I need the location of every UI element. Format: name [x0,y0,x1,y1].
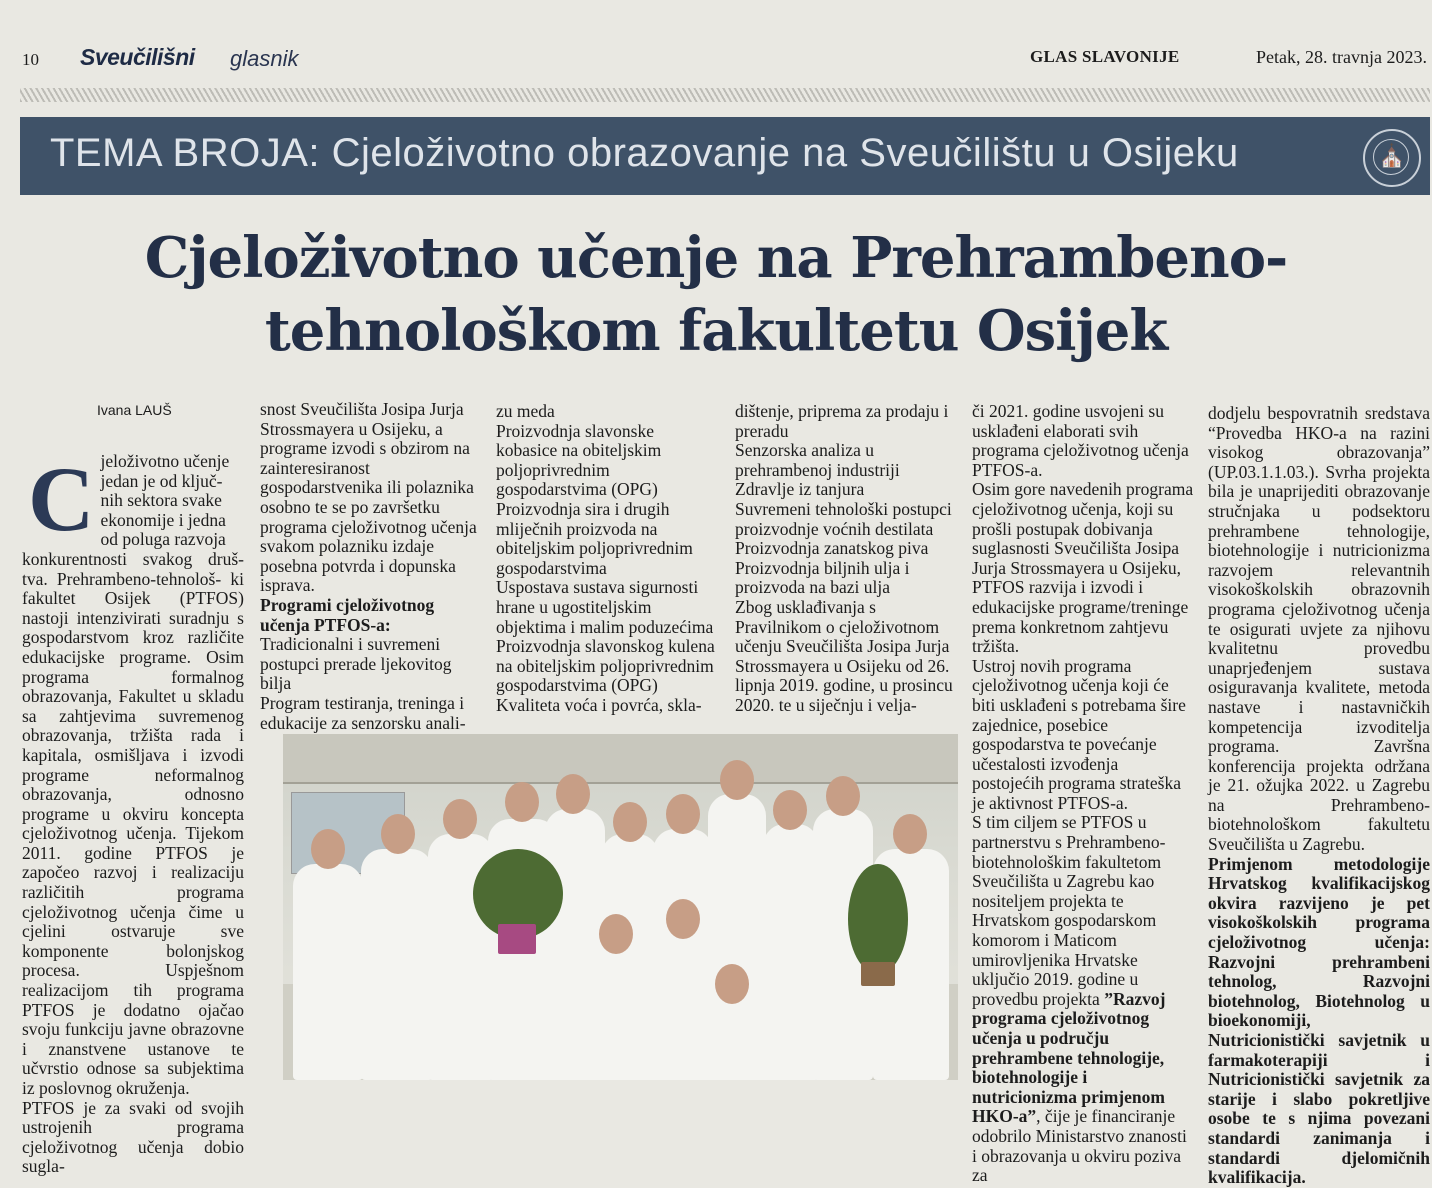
photo-person [293,864,363,1080]
photo-face [773,790,807,830]
photo-face [715,964,749,1004]
paragraph [972,813,1194,1185]
university-seal-icon: ⛪ [1363,129,1421,187]
photo-person [693,999,773,1080]
bold-paragraph: Primjenom metodologije Hrvatskog kvalifikacijskog okvira razvijeno je pet visokoškolskih programa cjeloživotnog učenja: Razvojni prehrambeni tehnolog, Razvojni biotehnolog, Biotehnolog u bioekonomiji, Nutricionistički savjetnik u farmakoterapiji i Nutricionistički savjetnik za starije i slabo pokretljive osobe te s njima povezani standardi zanimanja i standardi djelomičnih kvalifikacija. [1208,853,1430,1188]
paragraph: PTFOS je za svaki od svojih ustrojenih programa cjeloživotnog učenja dobio sugla- [22,1097,244,1177]
masthead-title: Sveučilišni [80,44,195,70]
article-column-6 [1208,404,1430,1188]
program-item: Proizvodnja zanatskog piva [735,538,929,559]
photo-face [613,802,647,842]
program-item: Proizvodnja biljnih ulja i proizvoda na bazi ulja [735,557,910,598]
drop-cap: C [28,448,95,550]
intro-line: ekonomije i jedna [100,509,226,530]
group-photo [283,734,958,1080]
newspaper-name: GLAS SLAVONIJE [1030,47,1180,66]
plant-pot-right [861,962,895,986]
page-number: 10 [22,50,39,69]
paragraph: Osim gore navedenih programa cjeloživotnog učenja, koji su prošli postupak dobivanja suglasnosti Sveučilišta Josipa Jurja Strossmayera u Osijeku, PTFOS razvija i izvodi i edukacijske programe/treninge prema konkretnom zahtjevu tržišta. [972,479,1194,657]
photo-face [505,782,539,822]
article-column-3 [496,402,716,716]
program-item: Kvaliteta voća i povrća, skla- [496,694,702,715]
author-byline: Ivana LAUŠ [97,402,172,418]
intro-line: jeloživotno učenje [100,451,230,471]
photo-face [311,829,345,869]
program-item: Proizvodnja sira i drugih mliječnih proizvoda na obiteljskim poljoprivrednim gospodarstvima [496,498,693,578]
photo-shelf [283,734,958,784]
program-item: Zdravlje iz tanjura [735,479,865,500]
program-item: dištenje, priprema za prodaju i preradu [735,401,949,441]
photo-face [599,914,633,954]
program-item: Proizvodnja slavonske kobasice na obiteljskim poljoprivrednim gospodarstvima (OPG) [496,420,662,500]
article-column-4 [735,402,955,716]
paragraph: Ustroj novih programa cjeloživotnog učenja koji će biti usklađeni s potrebama šire zajednice, posebice gospodarstva te povećanje učestalosti izvođenja postojećih programa strateška je aktivnost PTFOS-a. [972,655,1186,813]
article-column-5 [972,402,1194,1186]
photo-face [893,814,927,854]
article-column-2 [260,400,478,733]
photo-face [720,760,754,800]
program-item: Suvremeni tehnološki postupci proizvodnje voćnih destilata [735,498,952,539]
page-header [0,40,1432,80]
masthead-subtitle: glasnik [230,46,299,71]
headline-line-1: Cjeloživotno učenje na Prehrambeno- [144,225,1288,291]
intro-line: nih sektora svake [100,490,222,511]
section-banner [20,117,1430,195]
headline-line-2: tehnološkom fakultetu Osijek [264,298,1168,364]
paragraph: Zbog usklađivanja s Pravilnikom o cjeloživotnom učenju Sveučilišta Josipa Jurja Strossmayera u Osijeku od 26. lipnja 2019. godine, u prosincu 2020. te u siječnju i velja- [735,596,953,715]
photo-face [556,774,590,814]
subheading [260,596,478,635]
photo-face [443,799,477,839]
photo-face [826,776,860,816]
photo-face [666,794,700,834]
banner-text: TEMA BROJA: Cjeloživotno obrazovanje na Sveučilištu u Osijeku [50,131,1239,175]
paragraph: dodjelu bespovratnih sredstava “Provedba HKO-a na razini visokog obrazovanja” (UP.03.1.1.03.). Svrha projekta bila je unaprijediti obrazovanje stručnjaka u podsektoru prehrambene tehnologije, biotehnologije i nutricionizma razvojem relevantnih visokoškolskih obrazovnih programa cjeloživotnog učenja te osigurati uvjete za njihovu kvalitetnu provedbu unaprjeđenjem sustava osiguravanja kvalitete, metoda nastave i nastavničkih kompetencija izvoditelja programa. Završna konferencija projekta održana je 21. ožujka 2022. u Zagrebu na Prehrambeno-biotehnološkom fakultetu Sveučilišta u Zagrebu. [1208,403,1430,855]
intro-line: jedan je od ključ- [100,470,223,491]
photo-face [381,814,415,854]
article-column-1 [22,448,244,1177]
photo-person [361,849,433,1080]
paragraph: či 2021. godine usvojeni su usklađeni elaborati svih programa cjeloživotnog učenja PTFOS-a. [972,401,1189,480]
program-item: Uspostava sustava sigurnosti hrane u ugostiteljskim objektima i malim poduzećima [496,577,714,637]
paragraph-text: , čije je financiranje odobrilo Ministarstvo znanosti i obrazovanja u okviru poziva za [972,1106,1187,1186]
potted-plant-right [848,864,908,974]
subheading-text: Programi cjeloživotnog učenja PTFOS-a: [260,594,435,635]
project-title: ”Razvoj programa cjeloživotnog učenja u području prehrambene tehnologije, biotehnologije i nutricionizma primjenom HKO-a” [972,988,1166,1127]
photo-person [583,949,649,1080]
paragraph [1208,855,1430,1188]
program-item: Program testiranja, treninga i edukacije za senzorsku anali- [260,692,466,733]
program-item: Senzorska analiza u prehrambenoj industriji [735,440,900,480]
program-item: zu meda [496,401,555,421]
issue-date: Petak, 28. travnja 2023. [1256,47,1427,67]
photo-face [666,899,700,939]
decorative-hatch-rule [20,88,1430,102]
program-item: Proizvodnja slavonskog kulena na obiteljskim poljoprivrednim gospodarstvima (OPG) [496,636,715,696]
paragraph: konkurentnosti svakog druš- tva. Prehrambeno-tehnološ- ki fakultet Osijek (PTFOS) nastoji intenzivirati suradnju s gospodarstvom kroz različite edukacijske programe. Osim programa formalnog obrazovanja, Fakultet u skladu sa zahtjevima suvremenog obrazovanja, tržišta rada i kapitala, osmišljava i izvodi programe neformalnog obrazovanja, odnosno programe u okviru koncepta cjeloživotnog učenja. Tijekom 2011. godine PTFOS je započeo razvoj i realizaciju različitih programa cjeloživotnog učenja čime u cjelini ostvaruje sve komponente bolonjskog procesa. Uspješnom realizacijom tih programa PTFOS je dodatno ojačao svoju funkciju javne obrazovne i znanstvene ustanove te učvrstio odnose sa subjektima iz poslovnog okruženja. [22,548,244,1098]
paragraph-text: S tim ciljem se PTFOS u partnerstvu s Prehrambeno-biotehnološkim fakultetom Sveučilišta u Zagrebu kao nositeljem projekta te Hrvatskom gospodarskom komorom i Maticom umirovljenika Hrvatske uključio 2019. godine u provedbu projekta [972,812,1166,1009]
intro-line: od poluga razvoja [100,529,226,550]
program-item: Tradicionalni i suvremeni postupci prerade ljekovitog bilja [260,634,452,694]
article-headline [0,222,1432,368]
paragraph: snost Sveučilišta Josipa Jurja Strossmayera u Osijeku, a programe izvodi s obzirom na zainteresiranost gospodarstvenika ili polaznika osobno te se po završetku programa cjeloživotnog učenja svakom polazniku izdaje posebna potvrda i dopunska isprava. [260,399,477,596]
plant-pot-left [498,924,536,954]
